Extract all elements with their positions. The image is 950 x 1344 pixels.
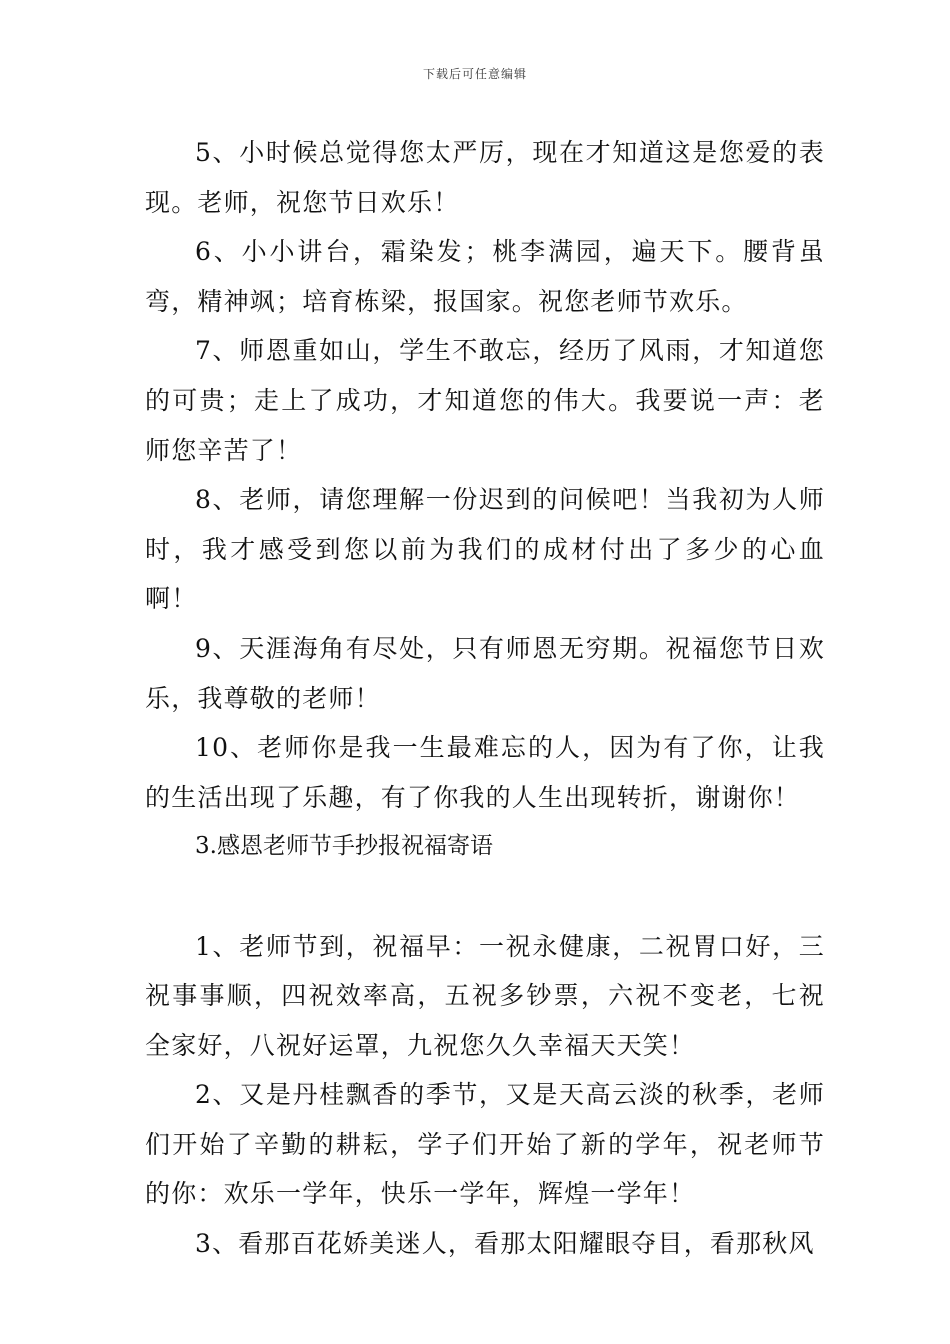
paragraph-wish-5: 5、小时候总觉得您太严厉，现在才知道这是您爱的表现。老师，祝您节日欢乐！ [145, 138, 825, 217]
paragraph-wish-8: 8、老师，请您理解一份迟到的问候吧！当我初为人师时，我才感受到您以前为我们的成材付出了多少的心血啊！ [145, 485, 825, 614]
paragraph-greeting-2: 2、又是丹桂飘香的季节，又是天高云淡的秋季，老师们开始了辛勤的耕耘，学子们开始了新的学年，祝老师节的你：欢乐一学年，快乐一学年，辉煌一学年！ [145, 1080, 825, 1209]
paragraph-greeting-1: 1、老师节到，祝福早：一祝永健康，二祝胃口好，三祝事事顺，四祝效率高，五祝多钞票，六祝不变老，七祝全家好，八祝好运罩，九祝您久久幸福天天笑！ [145, 931, 825, 1060]
section-heading: 3.感恩老师节手抄报祝福寄语 [195, 833, 493, 860]
paragraph-wish-7: 7、师恩重如山，学生不敢忘，经历了风雨，才知道您的可贵；走上了成功，才知道您的伟大。我要说一声：老师您辛苦了！ [145, 336, 825, 465]
document-body [145, 128, 825, 1269]
page-header: 下载后可任意编辑 [422, 67, 527, 81]
section-spacer [145, 872, 825, 922]
paragraph-greeting-3: 3、看那百花娇美迷人，看那太阳耀眼夺目，看那秋风 [195, 1229, 815, 1259]
paragraph-wish-9: 9、天涯海角有尽处，只有师恩无穷期。祝福您节日欢乐，我尊敬的老师！ [145, 633, 825, 713]
paragraph-wish-6: 6、小小讲台，霜染发；桃李满园，遍天下。腰背虽弯，精神飒；培育栋梁，报国家。祝您老师节欢乐。 [145, 237, 825, 316]
paragraph-wish-10: 10、老师你是我一生最难忘的人，因为有了你，让我的生活出现了乐趣，有了你我的人生出现转折，谢谢你！ [145, 733, 825, 812]
